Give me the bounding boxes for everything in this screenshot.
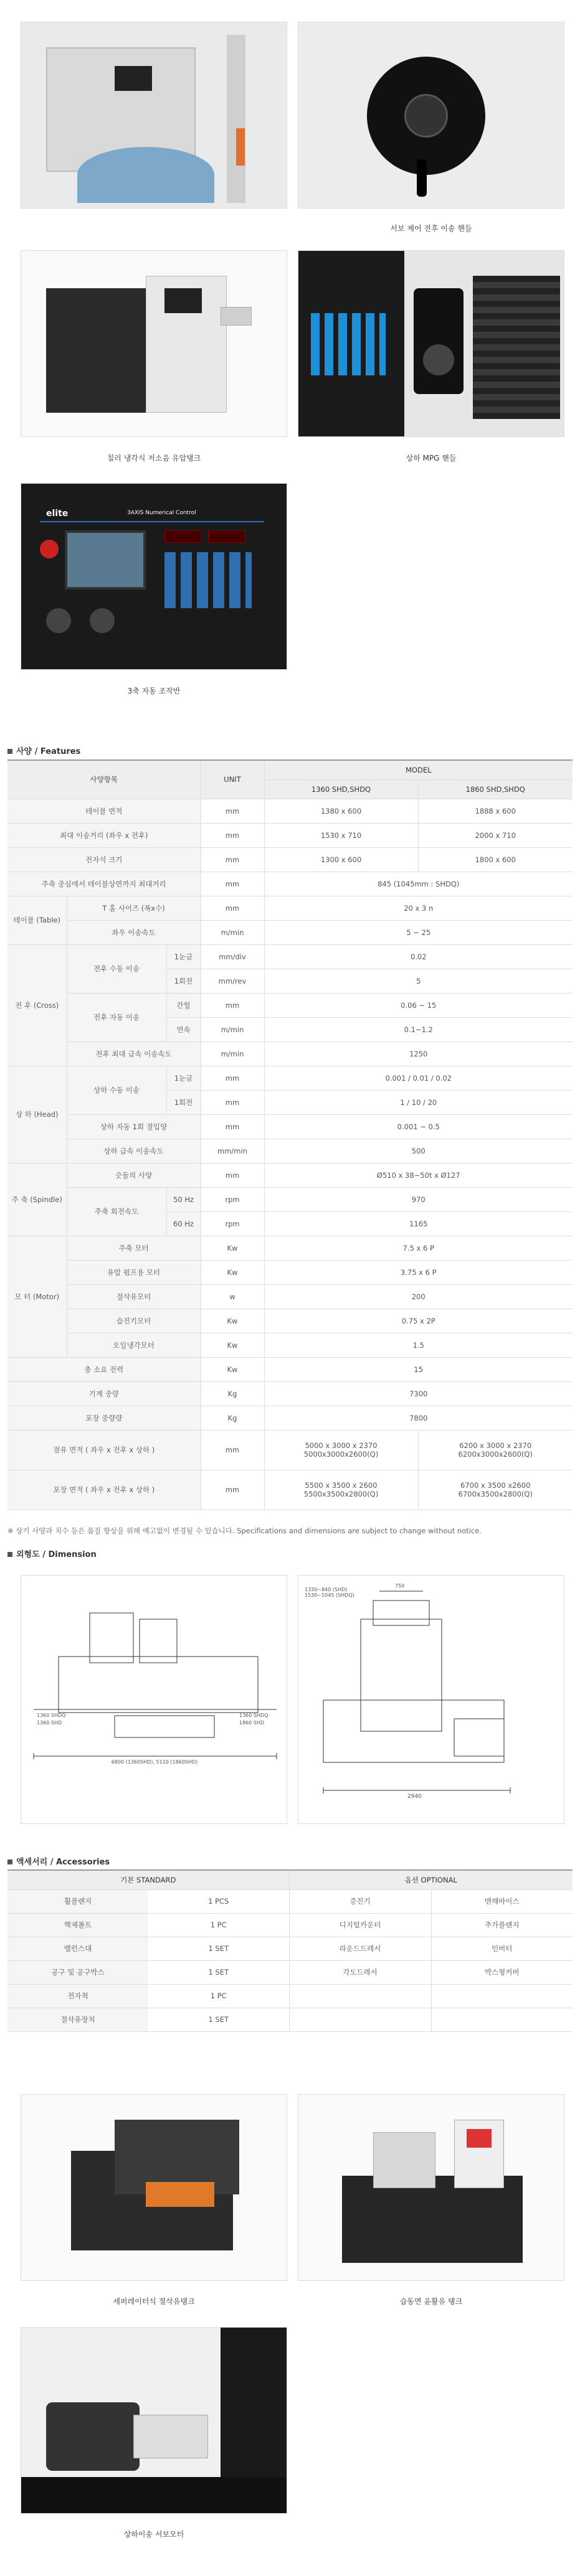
table-row: 상하 급속 이송속도 mm/min 500 — [7, 1139, 573, 1163]
caption-lubrication-tank: 습동면 윤활유 탱크 — [399, 2297, 463, 2306]
vertical-servo-motor-photo — [21, 2327, 287, 2514]
header-unit: UNIT — [201, 760, 264, 799]
wheel-head-photo — [21, 22, 287, 209]
section-bullet-icon — [7, 749, 12, 754]
table-row: 유압 펌프용 모터 Kw 3.75 x 6 P — [7, 1260, 573, 1284]
table-row: 점유 면적 ( 좌우 x 전후 x 상하 ) mm 5000 x 3000 x 2370 5000x3000x2600(Q) 6200 x 3000 x 2370 6200x3000x2600(Q) — [7, 1430, 573, 1470]
chiller-tank-photo — [21, 250, 287, 437]
table-row: 포장 중량량 Kg 7800 — [7, 1406, 573, 1430]
front-width-label: 6800 (1360SHD), 5110 (1860SHD) — [111, 1759, 198, 1765]
table-row: 전자석 크기 mm 1300 x 600 1800 x 600 — [7, 847, 573, 872]
table-row: 전후 자동 이송 간헐 mm 0.06 ~ 15 — [7, 993, 573, 1017]
caption-control-panel: 3축 자동 조작반 — [127, 687, 181, 695]
side-width-top-label: 750 — [395, 1583, 405, 1589]
servo-handle-photo — [298, 22, 564, 209]
front-view-svg — [21, 1576, 287, 1824]
control-brand: elite — [46, 509, 69, 519]
accessories-table — [7, 1869, 573, 2032]
table-row: 1회전 mm/rev 5 — [7, 969, 573, 993]
table-row: 상 하 (Head) 상하 수동 이송 1눈금 mm 0.001 / 0.01 / 0.02 — [7, 1066, 573, 1090]
features-section-title: 사양 / Features — [7, 745, 80, 756]
table-row: 전후 최대 급속 이송속도 m/min 1250 — [7, 1041, 573, 1066]
table-row: 좌우 이송속도 m/min 5 ~ 25 — [7, 920, 573, 944]
mpg-handle-photo — [298, 250, 564, 437]
table-row: 절삭유장치 1 SET — [7, 2008, 573, 2031]
header-item: 사양항목 — [7, 760, 201, 799]
table-row: 밸런스대 1 SET 라운드드레서 인버터 — [7, 1937, 573, 1960]
table-row: 총 소요 전력 Kw 15 — [7, 1357, 573, 1381]
caption-mpg-handle: 상하 MPG 핸들 — [406, 454, 457, 463]
table-row: 60 Hz rpm 1165 — [7, 1211, 573, 1236]
section-bullet-icon — [7, 1859, 12, 1864]
table-row: 오일냉각모터 Kw 1.5 — [7, 1333, 573, 1357]
table-row: 핵제볼트 1 PC 디지털카운터 추가플랜지 — [7, 1913, 573, 1937]
front-view-drawing — [21, 1575, 287, 1824]
header-model-2: 1860 SHD,SHDQ — [418, 779, 573, 799]
caption-separator-coolant-tank: 세퍼레이터식 절삭유탱크 — [113, 2297, 195, 2306]
separator-coolant-tank-photo — [21, 2094, 287, 2281]
control-panel-photo — [21, 483, 287, 670]
header-model-1: 1360 SHD,SHDQ — [264, 779, 418, 799]
table-row: 전 후 (Cross) 전후 수동 이송 1눈금 mm/div 0.02 — [7, 944, 573, 969]
table-row: 습진기모터 Kw 0.75 x 2P — [7, 1309, 573, 1333]
control-title: 3AXIS Numerical Control — [127, 510, 196, 516]
caption-chiller-tank: 칠러 냉각식 저소음 유압탱크 — [107, 454, 201, 463]
caption-vertical-servo-motor: 상하이송 서보모터 — [123, 2530, 184, 2539]
header-model: MODEL — [264, 760, 573, 779]
table-row: 모 터 (Motor) 주축 모터 Kw 7.5 x 6 P — [7, 1236, 573, 1260]
table-row: 테이블 면적 mm 1380 x 600 1888 x 600 — [7, 799, 573, 823]
section-bullet-icon — [7, 1552, 12, 1557]
table-row: 연속 m/min 0.1~1.2 — [7, 1017, 573, 1041]
table-row: 상하 자동 1회 절입양 mm 0.001 ~ 0.5 — [7, 1114, 573, 1139]
side-top-label: 1330~840 (SHD) 1530~1045 (SHDQ) — [305, 1587, 354, 1598]
caption-servo-handle: 서보 제어 전후 이송 핸들 — [390, 224, 472, 233]
table-row: 주축 회전속도 50 Hz rpm 970 — [7, 1187, 573, 1211]
table-row: 절삭유모터 w 200 — [7, 1284, 573, 1309]
spec-note: ※ 상기 사양과 치수 등은 품질 향상을 위해 예고없이 변경될 수 있습니다. Specifications and dimensions are subject to change without notice. — [7, 1526, 482, 1535]
side-view-svg — [298, 1576, 564, 1824]
features-table — [7, 759, 573, 1510]
front-right-label-1: 1360 SHDQ — [239, 1713, 269, 1718]
front-left-label-1: 1360 SHDQ — [37, 1713, 66, 1718]
lubrication-tank-photo — [298, 2094, 564, 2281]
front-right-label-2: 1860 SHD — [239, 1720, 265, 1726]
side-width-bottom-label: 2940 — [407, 1793, 422, 1800]
standard-header: 기본 STANDARD — [7, 1870, 289, 1889]
table-row: 주 축 (Spindle) 숫돌의 사양 mm Ø510 x 38~50t x Ø127 — [7, 1163, 573, 1187]
table-row: 주축 중심에서 테이블상면까지 최대거리 mm 845 (1045mm : SHDQ) — [7, 872, 573, 896]
table-row: 포장 면적 ( 좌우 x 전후 x 상하 ) mm 5500 x 3500 x 2600 5500x3500x2800(Q) 6700 x 3500 x2600 6700x3500x2800(Q) — [7, 1470, 573, 1510]
table-row: 1회전 mm 1 / 10 / 20 — [7, 1090, 573, 1114]
table-row: 테이블 (Table) T 홈 사이즈 (폭x수) mm 20 x 3 n — [7, 896, 573, 920]
side-view-drawing — [298, 1575, 564, 1824]
table-row: 기계 중량 Kg 7300 — [7, 1381, 573, 1406]
table-row: 최대 이송거리 (좌우 x 전후) mm 1530 x 710 2000 x 710 — [7, 823, 573, 847]
dimension-section-title: 외형도 / Dimension — [7, 1548, 97, 1559]
front-left-label-2: 1360 SHD — [37, 1720, 62, 1726]
table-row: 공구 및 공구박스 1 SET 각도드레서 박스형커버 — [7, 1960, 573, 1984]
table-row: 휠플랜지 1 PCS 증진기 맨해바이스 — [7, 1889, 573, 1913]
accessories-section-title: 액세서리 / Accessories — [7, 1855, 110, 1867]
optional-header: 옵션 OPTIONAL — [289, 1870, 573, 1889]
table-row: 전자척 1 PC — [7, 1984, 573, 2008]
